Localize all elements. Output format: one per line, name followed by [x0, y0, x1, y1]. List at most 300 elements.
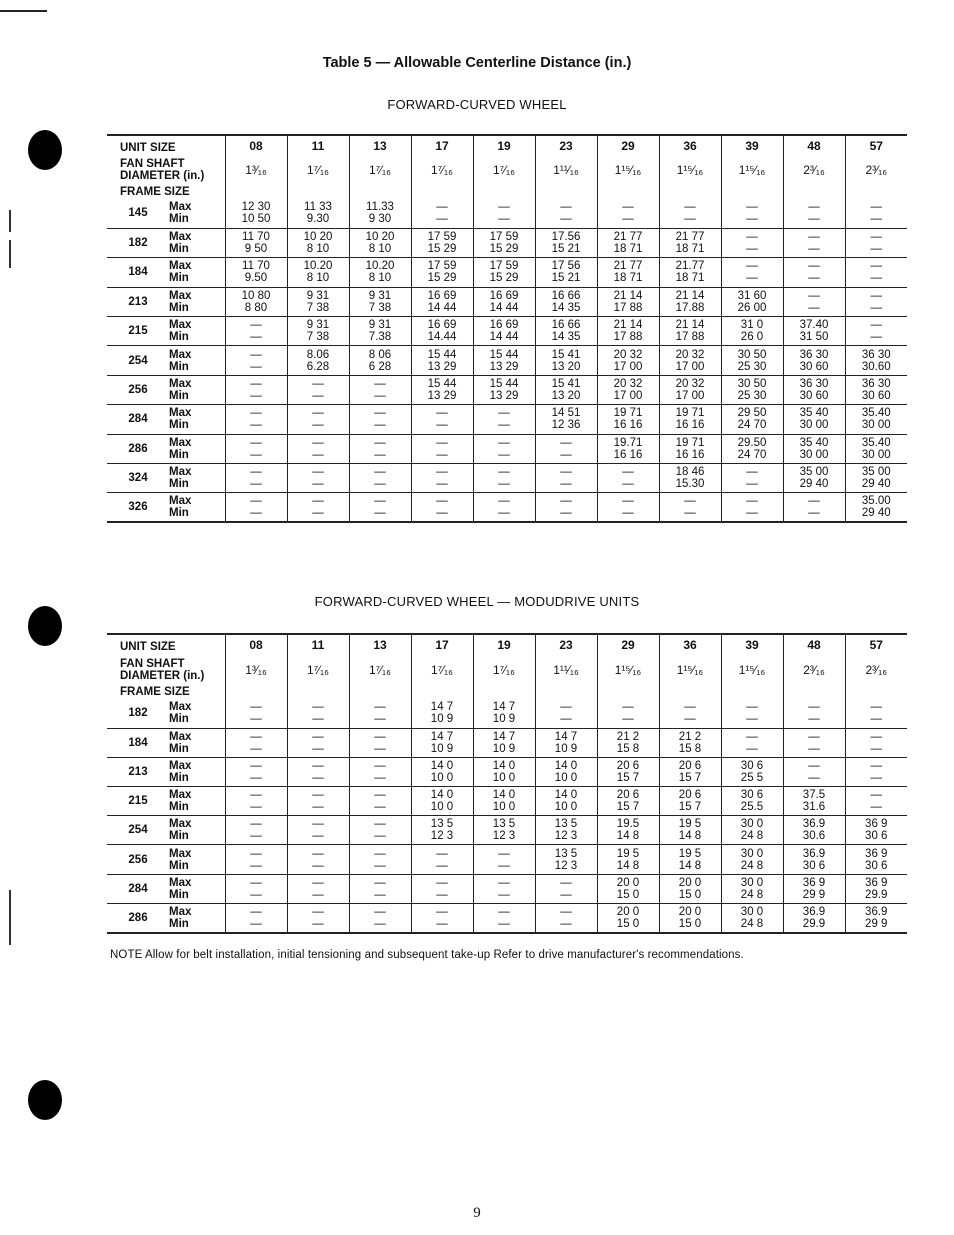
max-value: —	[870, 730, 882, 743]
unit-size-header: 13	[349, 634, 411, 655]
table-cell	[535, 258, 597, 287]
min-value: 14 44	[489, 301, 519, 314]
min-value: —	[808, 507, 820, 520]
fan-shaft-diameter: 1⁷⁄₁₆	[287, 156, 349, 184]
min-value: 30.60	[861, 360, 891, 373]
max-value: —	[250, 701, 262, 714]
table-cell	[535, 464, 597, 493]
frame-row	[107, 874, 907, 903]
table-cell	[287, 903, 349, 932]
min-value: —	[312, 390, 324, 403]
table-cell	[845, 434, 907, 463]
table-cell	[721, 199, 783, 228]
table-cell	[411, 493, 473, 522]
min-value: 12 3	[430, 830, 454, 843]
empty-cell	[535, 684, 597, 699]
table-cell	[845, 375, 907, 404]
max-value: 20 0	[616, 876, 640, 889]
max-value: —	[374, 905, 386, 918]
min-value: 15 29	[489, 243, 519, 256]
min-label: Min	[169, 713, 189, 726]
table-cell	[659, 346, 721, 375]
min-value: —	[374, 419, 386, 432]
table-cell	[411, 199, 473, 228]
fan-shaft-diameter: 1⁷⁄₁₆	[411, 156, 473, 184]
max-value: 20 0	[678, 876, 702, 889]
min-value: —	[250, 917, 262, 930]
empty-cell	[845, 684, 907, 699]
min-value: —	[374, 478, 386, 491]
min-value: —	[560, 478, 572, 491]
max-label: Max	[169, 407, 192, 420]
table-title: Table 5 — Allowable Centerline Distance (in.)	[322, 55, 632, 71]
max-value: —	[498, 407, 510, 420]
max-label: Max	[169, 260, 192, 273]
centerline-table-forward-curved	[107, 134, 907, 523]
fan-shaft-diameter: 1¹⁵⁄₁₆	[721, 655, 783, 684]
table-cell	[659, 464, 721, 493]
max-value: 14 0	[430, 759, 454, 772]
max-value: 14 7	[430, 730, 454, 743]
min-value: 15 29	[427, 272, 457, 285]
max-value: 19 71	[675, 436, 705, 449]
fan-shaft-label-line-1: FAN SHAFT	[120, 158, 185, 170]
max-value: 35.40	[861, 407, 891, 420]
empty-cell	[287, 684, 349, 699]
max-value: 19 5	[616, 847, 640, 860]
min-value: 29.9	[802, 917, 826, 930]
table-cell	[783, 258, 845, 287]
empty-cell	[535, 184, 597, 199]
table-cell	[721, 493, 783, 522]
min-value: 13 29	[427, 390, 457, 403]
table-cell	[411, 464, 473, 493]
table-cell	[535, 287, 597, 316]
max-value: —	[746, 260, 758, 273]
table-cell	[783, 903, 845, 932]
max-value: 14 7	[492, 701, 516, 714]
min-value: —	[250, 507, 262, 520]
max-value: 20 32	[613, 378, 643, 391]
max-value: —	[250, 436, 262, 449]
unit-size-header: 39	[721, 135, 783, 156]
min-value: —	[808, 243, 820, 256]
max-label: Max	[169, 231, 192, 244]
table-cell	[225, 346, 287, 375]
table-cell	[287, 845, 349, 874]
max-min-label	[169, 874, 225, 903]
table-cell	[597, 346, 659, 375]
max-value: —	[560, 905, 572, 918]
max-value: 35 40	[799, 407, 829, 420]
table-cell	[473, 464, 535, 493]
frame-size: 184	[107, 258, 169, 287]
table-cell	[783, 287, 845, 316]
table-cell	[411, 434, 473, 463]
max-value: —	[374, 789, 386, 802]
max-value: —	[746, 495, 758, 508]
min-value: 17 00	[675, 390, 705, 403]
max-value: 10 20	[365, 231, 395, 244]
max-value: 21 77	[613, 231, 643, 244]
min-value: 6.28	[306, 360, 330, 373]
fan-shaft-diameter: 1⁷⁄₁₆	[349, 156, 411, 184]
table-cell	[845, 787, 907, 816]
empty-cell	[659, 684, 721, 699]
max-label: Max	[169, 201, 192, 214]
min-value: —	[746, 243, 758, 256]
max-label: Max	[169, 348, 192, 361]
max-value: —	[808, 260, 820, 273]
unit-size-header: 57	[845, 135, 907, 156]
table-cell	[473, 757, 535, 786]
table-cell	[783, 699, 845, 728]
max-value: 17 59	[427, 231, 457, 244]
table-cell	[535, 228, 597, 257]
max-value: —	[436, 466, 448, 479]
min-value: —	[498, 859, 510, 872]
min-value: 7.38	[368, 331, 392, 344]
page-number: 9	[473, 1205, 481, 1221]
table-cell	[349, 228, 411, 257]
min-value: 30 00	[799, 448, 829, 461]
min-value: 15 21	[551, 272, 581, 285]
table-cell	[721, 699, 783, 728]
max-value: 36 30	[861, 348, 891, 361]
min-value: 25.5	[740, 801, 764, 814]
max-value: —	[746, 730, 758, 743]
max-value: 36 30	[799, 348, 829, 361]
min-value: 24 8	[740, 830, 764, 843]
fan-shaft-diameter: 2³⁄₁₆	[783, 156, 845, 184]
frame-size-label: FRAME SIZE	[120, 185, 190, 198]
table-cell	[287, 405, 349, 434]
frame-size: 324	[107, 464, 169, 493]
table-cell	[845, 874, 907, 903]
max-value: —	[250, 407, 262, 420]
max-min-label	[169, 228, 225, 257]
max-value: 36 9	[865, 818, 888, 831]
min-value: 25 5	[740, 771, 764, 784]
table-cell	[535, 757, 597, 786]
max-value: 21 77	[675, 231, 705, 244]
table-cell	[783, 845, 845, 874]
max-value: 9 31	[306, 319, 330, 332]
max-label: Max	[169, 789, 192, 802]
fan-shaft-diameter: 2³⁄₁₆	[845, 655, 907, 684]
max-value: —	[746, 201, 758, 214]
min-label: Min	[169, 448, 189, 461]
table-cell	[473, 434, 535, 463]
footnote: NOTE Allow for belt installation, initial tensioning and subsequent take-up Refer to drive manufacturer's recommendations.	[110, 949, 744, 961]
table-cell	[349, 816, 411, 845]
min-label: Min	[169, 801, 189, 814]
table-cell	[597, 434, 659, 463]
min-value: 14 35	[551, 301, 581, 314]
frame-size: 215	[107, 317, 169, 346]
max-value: —	[560, 701, 572, 714]
min-value: —	[312, 917, 324, 930]
table-cell	[411, 405, 473, 434]
margin-mark	[9, 240, 11, 268]
table-cell	[535, 346, 597, 375]
min-value: 14 44	[489, 331, 519, 344]
fan-shaft-label	[107, 156, 225, 184]
max-value: 19 71	[675, 407, 705, 420]
min-value: 15 7	[616, 801, 640, 814]
max-value: 30 0	[740, 847, 764, 860]
table-cell	[411, 874, 473, 903]
table-cell	[411, 757, 473, 786]
fan-shaft-label	[107, 655, 225, 684]
min-value: 30 60	[799, 390, 829, 403]
min-value: —	[436, 888, 448, 901]
table-cell	[411, 228, 473, 257]
max-value: 15 44	[489, 378, 519, 391]
min-value: 8 10	[306, 243, 330, 256]
max-value: 36.9	[802, 818, 826, 831]
table-cell	[845, 728, 907, 757]
min-value: 16 16	[675, 448, 705, 461]
max-value: —	[808, 231, 820, 244]
frame-size: 256	[107, 375, 169, 404]
max-value: —	[374, 378, 386, 391]
fan-shaft-diameter: 2³⁄₁₆	[845, 156, 907, 184]
min-value: —	[870, 272, 882, 285]
unit-size-header: 08	[225, 634, 287, 655]
table-cell	[721, 874, 783, 903]
max-min-label	[169, 787, 225, 816]
min-value: 17 88	[675, 331, 705, 344]
table-1-subtitle: FORWARD-CURVED WHEEL	[387, 97, 567, 112]
min-value: —	[622, 213, 634, 226]
min-value: —	[498, 448, 510, 461]
table-cell	[225, 699, 287, 728]
min-value: —	[250, 801, 262, 814]
unit-size-header: 23	[535, 135, 597, 156]
table-cell	[845, 258, 907, 287]
max-min-label	[169, 728, 225, 757]
min-value: 24 70	[737, 419, 767, 432]
frame-row	[107, 346, 907, 375]
min-value: 10 9	[492, 713, 516, 726]
table-cell	[473, 728, 535, 757]
max-value: 30 0	[740, 876, 764, 889]
min-value: 17 00	[613, 390, 643, 403]
min-value: 29 9	[865, 917, 888, 930]
table-cell	[411, 903, 473, 932]
table-cell	[349, 728, 411, 757]
table-cell	[349, 346, 411, 375]
min-value: —	[808, 742, 820, 755]
max-label: Max	[169, 289, 192, 302]
min-value: 17 88	[613, 331, 643, 344]
max-value: 16 69	[427, 289, 457, 302]
min-value: —	[622, 713, 634, 726]
max-label: Max	[169, 818, 192, 831]
max-value: —	[312, 466, 324, 479]
min-value: —	[808, 771, 820, 784]
max-value: 11 70	[242, 231, 270, 244]
min-value: —	[312, 888, 324, 901]
min-value: 15 7	[616, 771, 640, 784]
min-value: 15 0	[678, 917, 702, 930]
table-cell	[597, 699, 659, 728]
min-label: Min	[169, 917, 189, 930]
min-value: 10 9	[430, 742, 454, 755]
table-cell	[597, 228, 659, 257]
max-value: 19 5	[678, 847, 702, 860]
frame-size: 182	[128, 707, 148, 720]
max-value: 21 14	[613, 289, 643, 302]
min-value: —	[560, 448, 572, 461]
max-value: —	[498, 847, 510, 860]
max-label: Max	[169, 905, 192, 918]
table-cell	[349, 903, 411, 932]
min-value: 18 71	[675, 243, 705, 256]
table-cell	[287, 317, 349, 346]
min-value: —	[436, 478, 448, 491]
table-cell	[659, 228, 721, 257]
table-cell	[349, 699, 411, 728]
unit-size-header: 48	[783, 135, 845, 156]
min-value: —	[374, 771, 386, 784]
min-value: 10 0	[554, 771, 578, 784]
min-value: —	[870, 213, 882, 226]
min-value: —	[684, 713, 696, 726]
min-label: Min	[169, 213, 189, 226]
max-value: 17.56	[551, 231, 581, 244]
min-value: 15 7	[678, 801, 702, 814]
min-value: 6 28	[368, 360, 392, 373]
min-value: 14 8	[678, 859, 702, 872]
table-cell	[473, 816, 535, 845]
table-cell	[597, 845, 659, 874]
max-value: 30 0	[740, 905, 764, 918]
max-min-label	[169, 903, 225, 932]
table-cell	[473, 874, 535, 903]
empty-cell	[721, 184, 783, 199]
max-value: —	[374, 436, 386, 449]
table-cell	[721, 757, 783, 786]
table-cell	[411, 699, 473, 728]
frame-size: 284	[107, 405, 169, 434]
binder-hole	[28, 130, 62, 170]
min-label: Min	[169, 419, 189, 432]
min-value: —	[374, 830, 386, 843]
table-cell	[845, 845, 907, 874]
max-value: —	[436, 407, 448, 420]
min-value: —	[312, 507, 324, 520]
min-value: —	[374, 448, 386, 461]
min-value: 14 44	[427, 301, 457, 314]
max-value: 20 6	[616, 759, 640, 772]
frame-row	[107, 493, 907, 522]
table-cell	[473, 699, 535, 728]
frame-size: 326	[107, 493, 169, 522]
table-cell	[535, 405, 597, 434]
min-value: 24 70	[737, 448, 767, 461]
min-value: 15 8	[616, 742, 640, 755]
table-cell	[411, 816, 473, 845]
max-value: —	[312, 876, 324, 889]
max-label: Max	[169, 730, 192, 743]
table-cell	[535, 787, 597, 816]
fan-shaft-label-line-2: DIAMETER (in.)	[120, 669, 205, 682]
min-value: —	[250, 331, 262, 344]
max-value: —	[870, 231, 882, 244]
max-value: —	[498, 495, 510, 508]
min-value: 18 71	[613, 272, 643, 285]
table-cell	[721, 787, 783, 816]
min-value: 10 9	[492, 742, 516, 755]
min-value: 29 40	[799, 478, 829, 491]
min-value: —	[436, 507, 448, 520]
table-cell	[597, 874, 659, 903]
table-cell	[225, 816, 287, 845]
fan-shaft-diameter: 2³⁄₁₆	[783, 655, 845, 684]
table-cell	[783, 757, 845, 786]
min-value: 29 9	[802, 888, 826, 901]
empty-cell	[225, 184, 287, 199]
table-cell	[473, 903, 535, 932]
min-value: —	[498, 478, 510, 491]
min-value: 12 3	[554, 830, 578, 843]
max-value: 16 69	[427, 319, 457, 332]
table-cell	[721, 728, 783, 757]
frame-size: 284	[107, 874, 169, 903]
max-value: 14 0	[554, 789, 578, 802]
min-value: 30 00	[799, 419, 829, 432]
max-value: —	[250, 348, 262, 361]
table-cell	[473, 346, 535, 375]
max-value: —	[560, 876, 572, 889]
frame-size: 215	[107, 787, 169, 816]
table-cell	[225, 728, 287, 757]
empty-cell	[783, 184, 845, 199]
min-value: 10 0	[492, 801, 516, 814]
max-value: 36 30	[861, 378, 891, 391]
binder-hole	[28, 606, 62, 646]
max-value: —	[250, 876, 262, 889]
table-cell	[845, 903, 907, 932]
max-value: 29 50	[737, 407, 767, 420]
max-value: 35 00	[799, 466, 829, 479]
fan-shaft-diameter: 1¹⁵⁄₁₆	[597, 655, 659, 684]
min-value: 14 35	[551, 331, 581, 344]
unit-size-header: 36	[659, 135, 721, 156]
min-label: Min	[169, 507, 189, 520]
fan-shaft-diameter: 1⁷⁄₁₆	[287, 655, 349, 684]
max-value: —	[374, 876, 386, 889]
min-value: —	[374, 507, 386, 520]
table-cell	[845, 816, 907, 845]
fan-shaft-diameter: 1⁷⁄₁₆	[411, 655, 473, 684]
min-value: 15 0	[678, 888, 702, 901]
min-value: —	[312, 448, 324, 461]
table-cell	[349, 874, 411, 903]
min-value: —	[684, 213, 696, 226]
max-value: —	[312, 789, 324, 802]
min-value: 8 10	[368, 272, 392, 285]
min-value: —	[808, 713, 820, 726]
table-cell	[287, 346, 349, 375]
max-value: 14 51	[551, 407, 581, 420]
min-value: —	[436, 859, 448, 872]
max-value: —	[808, 495, 820, 508]
min-value: 15 29	[427, 243, 457, 256]
table-cell	[535, 728, 597, 757]
